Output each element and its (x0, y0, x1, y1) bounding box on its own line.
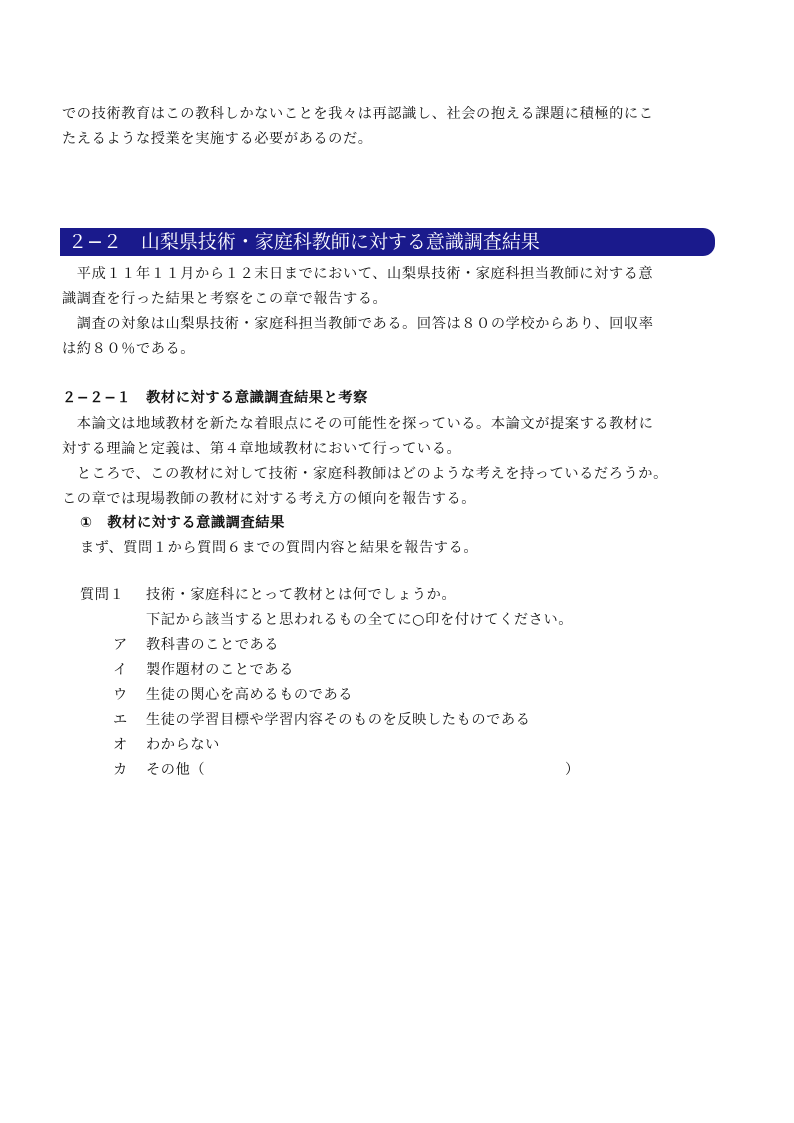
question-text-line-1: 技術・家庭科にとって教材とは何でしょうか。 (146, 587, 457, 603)
section-heading-banner (60, 228, 715, 256)
subsection-paragraph-1-line-1: 本論文は地域教材を新たな着眼点にその可能性を探っている。本論文が提案する教材に (62, 416, 654, 432)
intro-line-2: たえるような授業を実施する必要があるのだ。 (62, 131, 373, 147)
item-intro: まず、質問１から質問６までの質問内容と結果を報告する。 (80, 540, 479, 556)
subsection-paragraph-2-line-2: この章では現場教師の教材に対する考え方の傾向を報告する。 (62, 491, 477, 507)
option-text: わからない (146, 737, 220, 753)
subsection-paragraph-2-line-1: ところで、この教材に対して技術・家庭科教師はどのような考えを持っているだろうか。 (62, 466, 668, 482)
section-paragraph-2-line-1: 調査の対象は山梨県技術・家庭科担当教師である。回答は８０の学校からあり、回収率 (62, 316, 654, 332)
intro-line-1: での技術教育はこの教科しかないことを我々は再認識し、社会の抱える課題に積極的にこ (62, 106, 654, 122)
section-heading: ２−２ 山梨県技術・家庭科教師に対する意識調査結果 (68, 231, 540, 253)
option-text: 教科書のことである (146, 637, 280, 653)
option-letter: ウ (113, 687, 128, 703)
option-letter: イ (113, 662, 128, 678)
option-text: その他（ (146, 762, 206, 778)
section-paragraph-1-line-2: 識調査を行った結果と考察をこの章で報告する。 (62, 291, 388, 307)
subsection-paragraph-1-line-2: 対する理論と定義は、第４章地域教材において行っている。 (62, 441, 462, 457)
item-heading: ① 教材に対する意識調査結果 (80, 515, 285, 531)
option-text: 製作題材のことである (146, 662, 294, 678)
section-paragraph-2-line-2: は約８０％である。 (62, 341, 196, 357)
option-text: 生徒の関心を高めるものである (146, 687, 354, 703)
option-letter: ア (113, 637, 128, 653)
subsection-heading: ２−２−１ 教材に対する意識調査結果と考察 (62, 390, 368, 406)
section-paragraph-1-line-1: 平成１１年１１月から１２末日までにおいて、山梨県技術・家庭科担当教師に対する意 (62, 266, 654, 282)
option-letter: カ (113, 762, 128, 778)
option-letter: エ (113, 712, 128, 728)
other-close-paren: ） (565, 762, 580, 778)
question-text-line-2: 下記から該当すると思われるもの全てに○印を付けてください。 (146, 612, 574, 628)
option-letter: オ (113, 737, 128, 753)
question-label: 質問１ (80, 587, 125, 603)
option-text: 生徒の学習目標や学習内容そのものを反映したものである (146, 712, 531, 728)
